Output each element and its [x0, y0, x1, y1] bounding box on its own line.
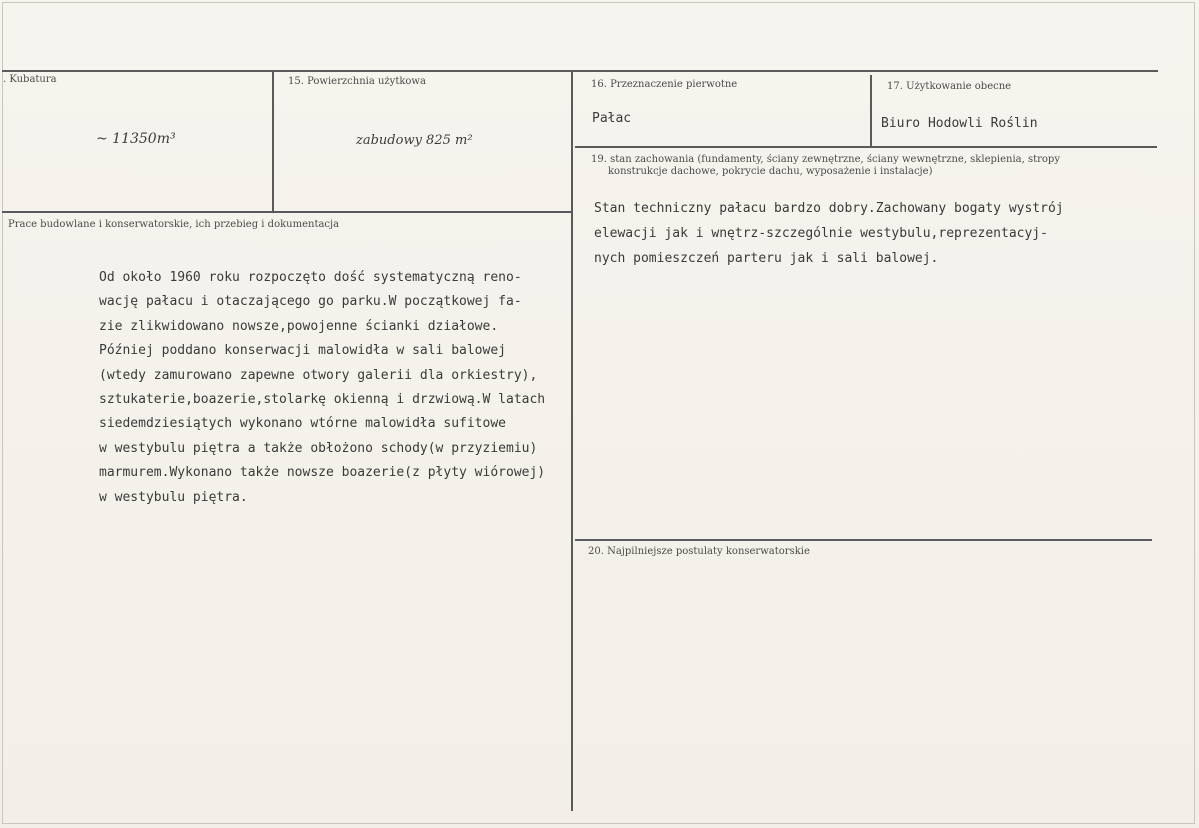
right-section-rule: [575, 539, 1152, 541]
prace-line: wację pałacu i otaczającego go parku.W początkowej fa-: [99, 294, 522, 310]
top-rule: [2, 70, 1158, 72]
left-middle-rule: [2, 211, 572, 213]
divider-kubatura: [272, 71, 274, 211]
prace-line: sztukaterie,boazerie,stolarkę okienną i drzwiową.W latach: [99, 391, 546, 407]
przeznaczenie-value: Pałac: [592, 111, 632, 126]
prace-line: siedemdziesiątych wykonano wtórne malowidła sufitowe: [99, 416, 506, 432]
prace-line: zie zlikwidowano nowsze,powojenne ścianki działowe.: [99, 318, 499, 334]
stan-label-line1: 19. stan zachowania (fundamenty, ściany zewnętrzne, ściany wewnętrzne, sklepienia, stropy: [591, 154, 1060, 165]
stan-label-line2: konstrukcje dachowe, pokrycie dachu, wyposażenie i instalacje): [608, 166, 933, 177]
divider-uzytkowanie: [870, 75, 872, 147]
prace-line: Później poddano konserwacji malowidła w sali balowej: [99, 343, 506, 359]
prace-line: w westybulu piętra.: [99, 489, 248, 505]
stan-text: [594, 196, 1064, 271]
prace-label: Prace budowlane i konserwatorskie, ich przebieg i dokumentacja: [8, 219, 340, 230]
przeznaczenie-label: 16. Przeznaczenie pierwotne: [591, 79, 738, 90]
prace-line: (wtedy zamurowano zapewne otwory galerii dla orkiestry),: [99, 367, 538, 383]
kubatura-label: . Kubatura: [3, 74, 57, 85]
powierzchnia-label: 15. Powierzchnia użytkowa: [288, 76, 426, 87]
prace-line: Od około 1960 roku rozpoczęto dość systematyczną reno-: [99, 270, 522, 285]
prace-line: w westybulu piętra a także obłożono schody(w przyziemiu): [99, 440, 538, 456]
prace-text: [99, 266, 545, 510]
powierzchnia-value: zabudowy 825 m²: [356, 133, 473, 148]
postulaty-label: 20. Najpilniejsze postulaty konserwatorskie: [588, 546, 810, 557]
prace-line: marmurem.Wykonano także nowsze boazerie(z płyty wiórowej): [99, 465, 546, 481]
stan-line: Stan techniczny pałacu bardzo dobry.Zachowany bogaty wystrój: [594, 201, 1064, 216]
stan-line: elewacji jak i wnętrz-szczególnie westybulu,reprezentacyj-: [594, 226, 1048, 241]
kubatura-value: ~ 11350m³: [96, 131, 176, 147]
stan-line: nych pomieszczeń parteru jak i sali balowej.: [594, 251, 939, 266]
uzytkowanie-label: 17. Użytkowanie obecne: [887, 81, 1012, 92]
right-top-underline: [575, 146, 1157, 148]
center-divider: [571, 71, 573, 811]
uzytkowanie-value: Biuro Hodowli Roślin: [881, 116, 1038, 131]
